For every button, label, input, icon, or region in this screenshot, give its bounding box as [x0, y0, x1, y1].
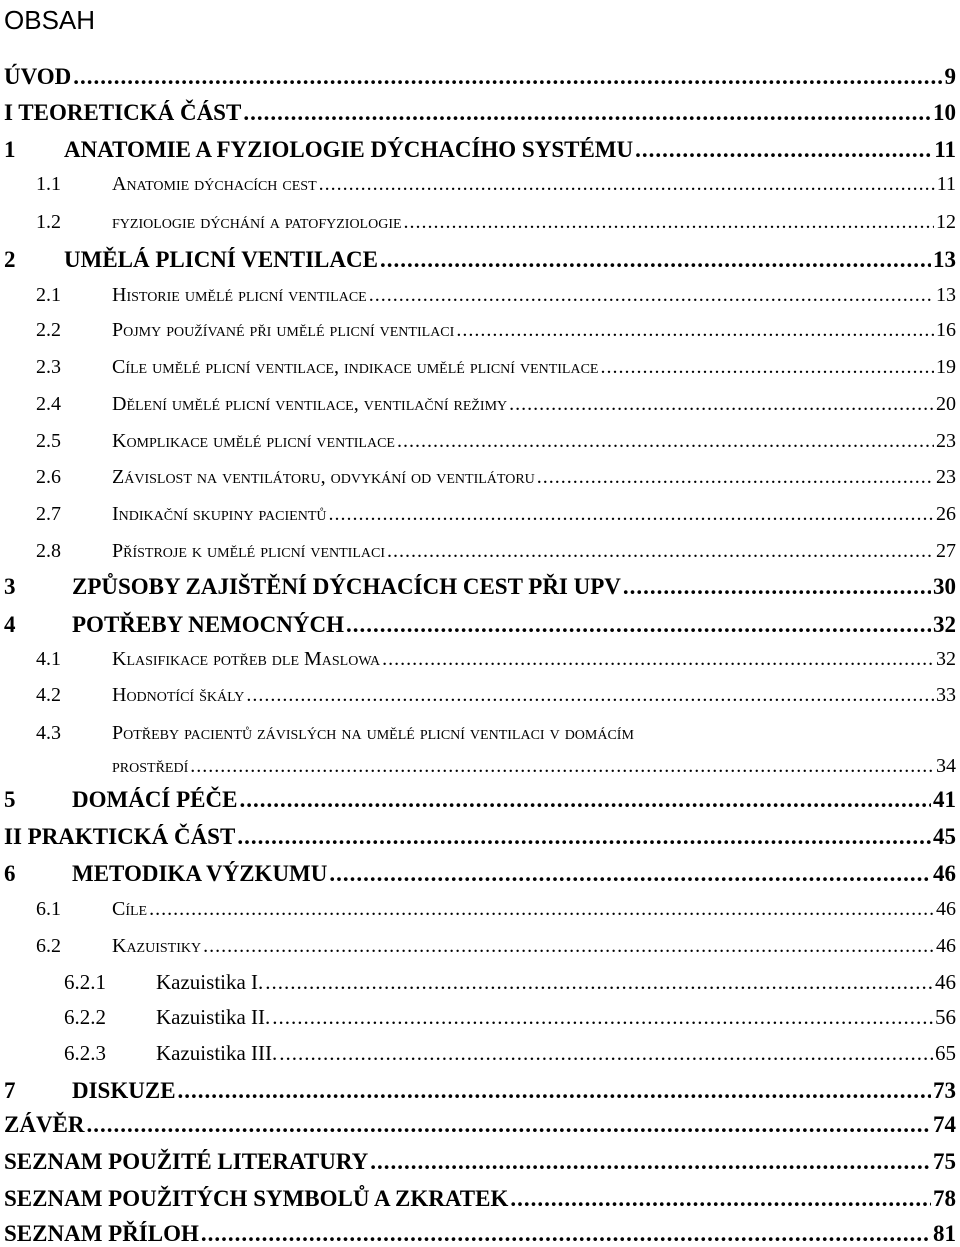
toc-entry-number: 4	[4, 612, 16, 638]
dot-leader	[265, 970, 933, 995]
toc-entry-label: Anatomie dýchacích cest	[112, 173, 317, 196]
dot-leader	[239, 787, 931, 813]
toc-page-number: 75	[933, 1149, 960, 1175]
toc-entry[interactable]	[0, 137, 960, 163]
toc-entry-label: fyziologie dýchání a patofyziologie	[112, 211, 402, 234]
toc-page-number: 46	[935, 970, 960, 995]
toc-page-number: 46	[936, 898, 960, 921]
toc-entry-label: Dělení umělé plicní ventilace, ventilační režimy	[112, 393, 507, 416]
toc-page-number: 78	[933, 1186, 960, 1212]
dot-leader	[387, 540, 934, 563]
toc-entry[interactable]	[0, 356, 960, 379]
toc-entry[interactable]	[0, 430, 960, 453]
toc-entry[interactable]	[0, 1041, 960, 1066]
toc-entry[interactable]	[0, 787, 960, 813]
dot-leader	[380, 247, 931, 273]
dot-leader	[190, 755, 934, 778]
toc-entry[interactable]	[0, 824, 960, 850]
toc-entry-number: 4.2	[36, 684, 61, 707]
toc-entry-label: SEZNAM POUŽITÝCH SYMBOLŮ A ZKRATEK	[4, 1186, 508, 1212]
toc-entry-label: ÚVOD	[4, 64, 71, 90]
toc-page-number: 20	[936, 393, 960, 416]
toc-entry[interactable]	[0, 1186, 960, 1212]
toc-entry-label: UMĚLÁ PLICNÍ VENTILACE	[64, 247, 378, 273]
dot-leader	[201, 1221, 931, 1247]
toc-entry-number: 2.8	[36, 540, 61, 563]
toc-entry-number: 6	[4, 861, 16, 887]
toc-entry-label: DISKUZE	[72, 1078, 176, 1104]
toc-page-number: 73	[933, 1078, 960, 1104]
toc-entry-number: 2.2	[36, 319, 61, 342]
dot-leader	[404, 211, 934, 234]
toc-page-number: 16	[936, 319, 960, 342]
toc-entry-label: II PRAKTICKÁ ČÁST	[4, 824, 235, 850]
dot-leader	[73, 64, 942, 90]
toc-entry[interactable]	[0, 284, 960, 307]
toc-page-number: 23	[936, 466, 960, 489]
dot-leader	[237, 824, 931, 850]
toc-entry-number: 6.2.2	[64, 1005, 106, 1030]
toc-entry-label: ANATOMIE A FYZIOLOGIE DÝCHACÍHO SYSTÉMU	[64, 137, 633, 163]
toc-entry-label: I TEORETICKÁ ČÁST	[4, 100, 241, 126]
toc-page-number: 23	[936, 430, 960, 453]
toc-page-number: 32	[933, 612, 960, 638]
dot-leader	[329, 861, 931, 887]
dot-leader	[178, 1078, 931, 1104]
toc-entry-label: SEZNAM POUŽITÉ LITERATURY	[4, 1149, 368, 1175]
toc-entry-label: Přístroje k umělé plicní ventilaci	[112, 540, 385, 563]
toc-entry[interactable]	[0, 1112, 960, 1138]
dot-leader	[382, 648, 934, 671]
toc-entry-label: Kazuistika III.	[156, 1041, 277, 1066]
toc-entry-number: 6.2.3	[64, 1041, 106, 1066]
toc-page-number: 65	[935, 1041, 960, 1066]
toc-entry-number: 2.6	[36, 466, 61, 489]
toc-page-number: 46	[933, 861, 960, 887]
toc-entry[interactable]	[0, 503, 960, 526]
toc-page-number: 27	[936, 540, 960, 563]
dot-leader	[203, 935, 934, 958]
toc-entry-number: 1	[4, 137, 16, 163]
toc-entry-label: Potřeby pacientů závislých na umělé plicní ventilaci v domácím	[112, 722, 634, 745]
toc-page-number: 19	[936, 356, 960, 379]
toc-page-number: 33	[936, 684, 960, 707]
toc-page-number: 9	[945, 64, 960, 90]
toc-entry-label: Cíle	[112, 898, 147, 921]
toc-entry-number: 6.2	[36, 935, 61, 958]
toc-entry-number: 2.1	[36, 284, 61, 307]
dot-leader	[369, 284, 934, 307]
toc-entry-label: Komplikace umělé plicní ventilace	[112, 430, 395, 453]
toc-entry[interactable]	[0, 684, 960, 707]
toc-page-number: 30	[933, 574, 960, 600]
dot-leader	[635, 137, 932, 163]
toc-entry[interactable]	[0, 173, 960, 196]
toc-entry-label-continued: prostředí	[112, 755, 188, 778]
toc-entry-number: 2.4	[36, 393, 61, 416]
toc-entry[interactable]	[0, 393, 960, 416]
toc-entry-number: 3	[4, 574, 16, 600]
toc-entry-label: Závislost na ventilátoru, odvykání od ventilátoru	[112, 466, 535, 489]
dot-leader	[601, 356, 935, 379]
dot-leader	[456, 319, 934, 342]
dot-leader	[623, 574, 931, 600]
dot-leader	[510, 1186, 931, 1212]
toc-entry-label: Pojmy používané při umělé plicní ventilaci	[112, 319, 454, 342]
toc-entry[interactable]	[0, 319, 960, 342]
toc-entry-label: Kazuistiky	[112, 935, 201, 958]
toc-page-number: 41	[933, 787, 960, 813]
toc-page-number: 11	[937, 173, 960, 196]
toc-entry-label: Historie umělé plicní ventilace	[112, 284, 367, 307]
toc-page-number: 13	[936, 284, 960, 307]
dot-leader	[272, 1005, 933, 1030]
toc-entry-continuation[interactable]	[0, 755, 960, 778]
page-title: OBSAH	[4, 4, 95, 36]
toc-entry-label: Kazuistika I.	[156, 970, 263, 995]
toc-entry-label: SEZNAM PŘÍLOH	[4, 1221, 199, 1247]
toc-entry-label: Klasifikace potřeb dle Maslowa	[112, 648, 380, 671]
dot-leader	[319, 173, 935, 196]
toc-page-number: 11	[934, 137, 960, 163]
toc-entry[interactable]	[0, 648, 960, 671]
toc-entry[interactable]	[0, 1221, 960, 1247]
dot-leader	[537, 466, 934, 489]
toc-entry-number: 2.7	[36, 503, 61, 526]
toc-entry[interactable]	[0, 574, 960, 600]
toc-entry-label: DOMÁCÍ PÉČE	[72, 787, 237, 813]
toc-entry[interactable]	[0, 540, 960, 563]
dot-leader	[370, 1149, 931, 1175]
toc-entry-number: 1.1	[36, 173, 61, 196]
toc-page-number: 10	[933, 100, 960, 126]
toc-page-number: 26	[936, 503, 960, 526]
dot-leader	[346, 612, 931, 638]
toc-entry[interactable]	[0, 612, 960, 638]
toc-page-number: 13	[933, 247, 960, 273]
toc-entry[interactable]	[0, 1149, 960, 1175]
toc-entry[interactable]	[0, 100, 960, 126]
dot-leader	[279, 1041, 933, 1066]
toc-page-number: 34	[936, 755, 960, 778]
dot-leader	[87, 1112, 931, 1138]
toc-entry-label: POTŘEBY NEMOCNÝCH	[72, 612, 344, 638]
toc-entry[interactable]	[0, 211, 960, 234]
toc-entry[interactable]	[0, 1078, 960, 1104]
dot-leader	[243, 100, 931, 126]
toc-entry-number: 6.2.1	[64, 970, 106, 995]
toc-entry-number: 1.2	[36, 211, 61, 234]
toc-entry-number: 2.5	[36, 430, 61, 453]
toc-entry-label: Indikační skupiny pacientů	[112, 503, 327, 526]
toc-page-number: 45	[933, 824, 960, 850]
toc-page-number: 74	[933, 1112, 960, 1138]
toc-entry-number: 7	[4, 1078, 16, 1104]
toc-entry[interactable]	[0, 898, 960, 921]
toc-entry-label: Hodnotící škály	[112, 684, 244, 707]
toc-entry-number: 6.1	[36, 898, 61, 921]
toc-entry-number: 4.3	[36, 722, 61, 745]
toc-entry[interactable]	[0, 247, 960, 273]
toc-entry-number: 4.1	[36, 648, 61, 671]
toc-entry[interactable]	[0, 1005, 960, 1030]
toc-page-number: 32	[936, 648, 960, 671]
toc-entry[interactable]	[0, 861, 960, 887]
toc-entry[interactable]	[0, 466, 960, 489]
toc-page-number: 56	[935, 1005, 960, 1030]
toc-entry-label: ZÁVĚR	[4, 1112, 85, 1138]
dot-leader	[509, 393, 934, 416]
toc-entry-label: ZPŮSOBY ZAJIŠTĚNÍ DÝCHACÍCH CEST PŘI UPV	[72, 574, 621, 600]
toc-entry-number: 2	[4, 247, 16, 273]
toc-entry-number: 5	[4, 787, 16, 813]
toc-page-number: 81	[933, 1221, 960, 1247]
dot-leader	[397, 430, 934, 453]
toc-entry[interactable]	[0, 935, 960, 958]
toc-page-number: 12	[936, 211, 960, 234]
dot-leader	[149, 898, 934, 921]
toc-page-number: 46	[936, 935, 960, 958]
toc-entry-label: METODIKA VÝZKUMU	[72, 861, 327, 887]
dot-leader	[329, 503, 935, 526]
toc-entry[interactable]	[0, 64, 960, 90]
toc-entry[interactable]	[0, 722, 960, 745]
toc-entry-label: Cíle umělé plicní ventilace, indikace umělé plicní ventilace	[112, 356, 599, 379]
toc-entry[interactable]	[0, 970, 960, 995]
dot-leader	[246, 684, 934, 707]
toc-entry-label: Kazuistika II.	[156, 1005, 270, 1030]
toc-entry-number: 2.3	[36, 356, 61, 379]
